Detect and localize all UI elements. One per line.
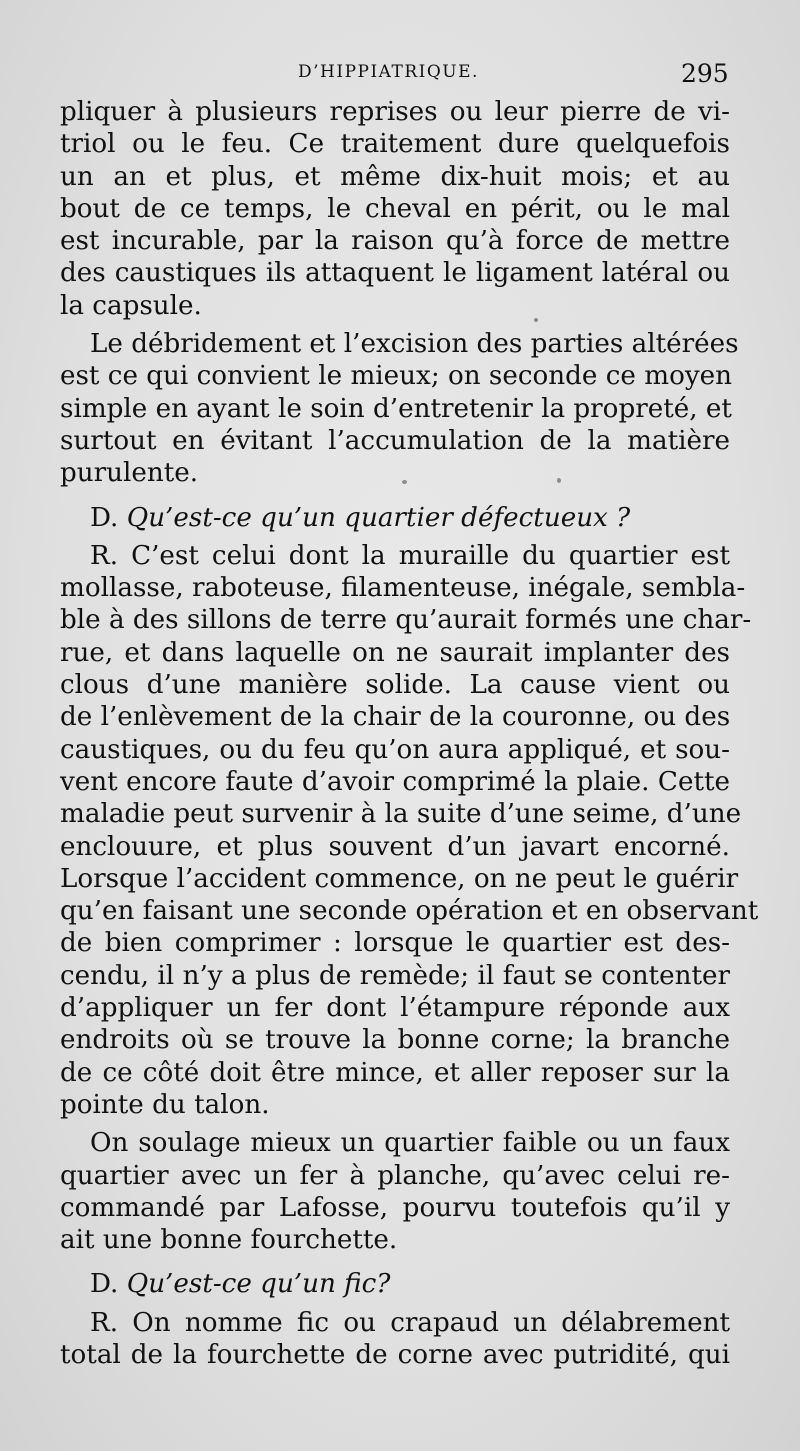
text-line: commandé par Lafosse, pourvu toutefois qu’il y: [60, 1192, 730, 1223]
text-line: Le débridement et l’excision des parties altérées: [90, 329, 739, 360]
paragraph-2: [60, 328, 739, 489]
text-line: total de la fourchette de corne avec putridité, qui: [60, 1339, 730, 1370]
text-line: qu’en faisant une seconde opération et en observant: [60, 896, 759, 927]
text-line: ble à des sillons de terre qu’aurait formés une char-: [60, 605, 752, 636]
question-heading: [60, 1268, 730, 1300]
print-speck: [534, 318, 538, 322]
text-line: clous d’une manière solide. La cause vient ou: [60, 670, 730, 701]
text-line: pointe du talon.: [60, 1089, 270, 1120]
text-line: mollasse, raboteuse, filamenteuse, inégale, sembla-: [60, 573, 746, 604]
text-line: pliquer à plusieurs reprises ou leur pierre de vi-: [60, 97, 730, 127]
text-line: maladie peut survenir à la suite d’une seime, d’une: [60, 799, 742, 830]
body-text: [60, 96, 759, 1371]
text-line: de l’enlèvement de la chair de la couronne, ou des: [60, 702, 731, 733]
text-line: surtout en évitant l’accumulation de la matière: [60, 425, 730, 456]
text-line: On soulage mieux un quartier faible ou un faux: [90, 1128, 730, 1159]
text-line: ait une bonne fourchette.: [60, 1225, 398, 1256]
text-line: des caustiques ils attaquent le ligament latéral ou: [60, 258, 730, 289]
text-line: d’appliquer un fer dont l’étampure réponde aux: [60, 993, 730, 1024]
text-line: est ce qui convient le mieux; on seconde ce moyen: [60, 361, 732, 392]
text-line: vent encore faute d’avoir comprimé la plaie. Cette: [60, 766, 730, 797]
text-line: la capsule.: [60, 290, 202, 321]
paragraph-answer-1: [60, 540, 759, 1121]
text-line: quartier avec un fer à planche, qu’avec celui re-: [60, 1160, 730, 1191]
text-line: R. C’est celui dont la muraille du quartier est: [90, 540, 730, 571]
paragraph-5: [60, 1127, 730, 1256]
page-header: [0, 59, 800, 92]
text-line: est incurable, par la raison qu’à force de mettre: [60, 226, 730, 257]
text-line: un an et plus, et même dix-huit mois; et au: [60, 161, 730, 192]
question-label: D.: [90, 502, 119, 533]
paragraph-1: [60, 96, 730, 322]
text-line: enclouure, et plus souvent d’un javart encorné.: [60, 831, 730, 862]
page-number: 295: [681, 59, 729, 88]
question-text: Qu’est-ce qu’un fic?: [126, 1269, 391, 1300]
running-head: D’HIPPIATRIQUE.: [298, 62, 479, 82]
text-line: R. On nomme fic ou crapaud un délabrement: [90, 1307, 730, 1338]
question-heading: [60, 502, 730, 534]
question-text: Qu’est-ce qu’un quartier défectueux ?: [126, 502, 631, 533]
text-line: triol ou le feu. Ce traitement dure quelquefois: [60, 129, 730, 160]
question-label: D.: [90, 1269, 119, 1300]
text-line: Lorsque l’accident commence, on ne peut le guérir: [60, 863, 739, 894]
text-line: purulente.: [60, 458, 199, 489]
text-line: endroits où se trouve la bonne corne; la branche: [60, 1025, 730, 1056]
text-line: de ce côté doit être mince, et aller reposer sur la: [60, 1057, 730, 1088]
text-line: simple en ayant le soin d’entretenir la propreté, et: [60, 393, 732, 424]
text-line: caustiques, ou du feu qu’on aura appliqué, et sou-: [60, 734, 730, 765]
text-line: bout de ce temps, le cheval en périt, ou le mal: [60, 193, 730, 224]
text-line: cendu, il n’y a plus de remède; il faut se contenter: [60, 960, 730, 991]
print-speck: [557, 478, 561, 483]
paragraph-answer-2: [60, 1307, 730, 1372]
text-line: rue, et dans laquelle on ne saurait implanter des: [60, 637, 730, 668]
print-speck: [402, 480, 407, 484]
text-line: de bien comprimer : lorsque le quartier est des-: [60, 928, 730, 959]
